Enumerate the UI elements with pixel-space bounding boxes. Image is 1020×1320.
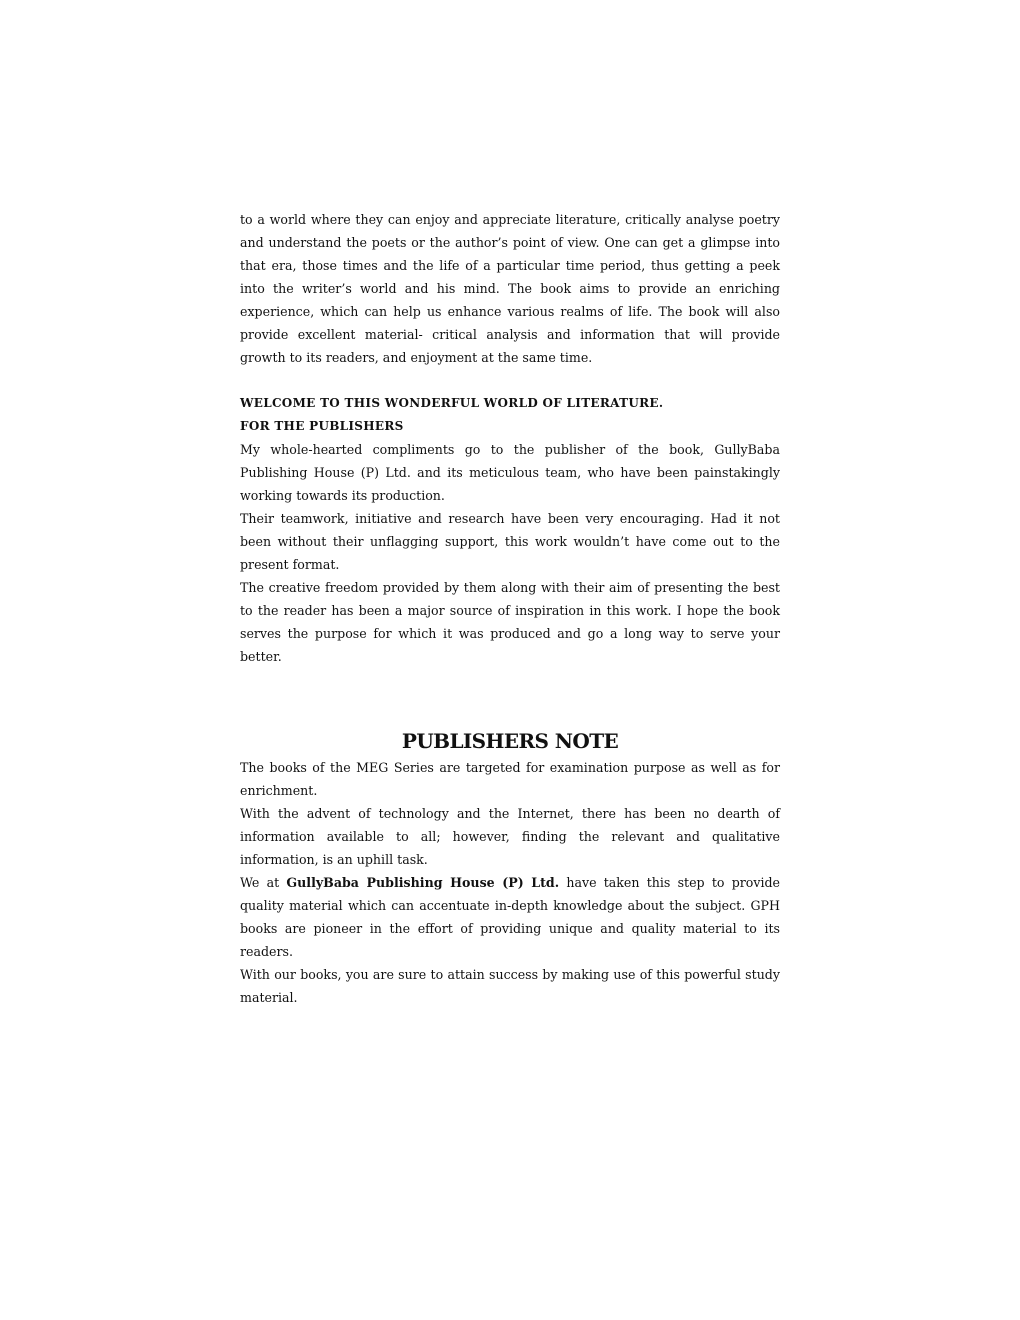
- publishers-paragraph-2: Their teamwork, initiative and research have been very encouraging. Had it not been without their unflagging support, this work wouldn’t have come out to the present format.: [240, 511, 780, 572]
- note-paragraph-2: With the advent of technology and the Internet, there has been no dearth of information available to all; however, finding the relevant and qualitative information, is an uphill task.: [240, 806, 780, 867]
- spacer: [240, 369, 780, 392]
- publishers-paragraph-3: The creative freedom provided by them along with their aim of presenting the best to the reader has been a major source of inspiration in this work. I hope the book serves the purpose for which it was produced and go a long way to serve your better.: [240, 580, 780, 664]
- note-paragraph-1: The books of the MEG Series are targeted for examination purpose as well as for enrichment.: [240, 760, 780, 798]
- publisher-name: GullyBaba Publishing House (P) Ltd.: [286, 875, 560, 890]
- publishers-paragraph-1: My whole-hearted compliments go to the publisher of the book, GullyBaba Publishing House (P) Ltd. and its meticulous team, who have been painstakingly working towards its production.: [240, 442, 780, 503]
- for-publishers-heading: FOR THE PUBLISHERS: [240, 419, 404, 433]
- note-paragraph-4: With our books, you are sure to attain success by making use of this powerful study material.: [240, 967, 780, 1005]
- intro-paragraph: to a world where they can enjoy and appreciate literature, critically analyse poetry and understand the poets or the author’s point of view. One can get a glimpse into that era, those times and the life of a particular time period, thus getting a peek into the writer’s world and his mind. The book aims to provide an enriching experience, which can help us enhance various realms of life. The book will also provide excellent material- critical analysis and information that will provide growth to its readers, and enjoyment at the same time.: [240, 212, 780, 365]
- welcome-line: WELCOME TO THIS WONDERFUL WORLD OF LITERATURE.: [240, 396, 664, 410]
- note-paragraph-3: [240, 871, 780, 963]
- note-paragraph-3-prefix: We at: [240, 875, 287, 890]
- note-paragraph-3-suffix: have taken this step to provide quality material which can accentuate in-depth knowledge about the subject. GPH books are pioneer in the effort of providing unique and quality material to its readers.: [240, 875, 781, 959]
- document-page: [240, 208, 780, 1009]
- publishers-note-title: PUBLISHERS NOTE: [401, 729, 619, 753]
- spacer: [240, 668, 780, 691]
